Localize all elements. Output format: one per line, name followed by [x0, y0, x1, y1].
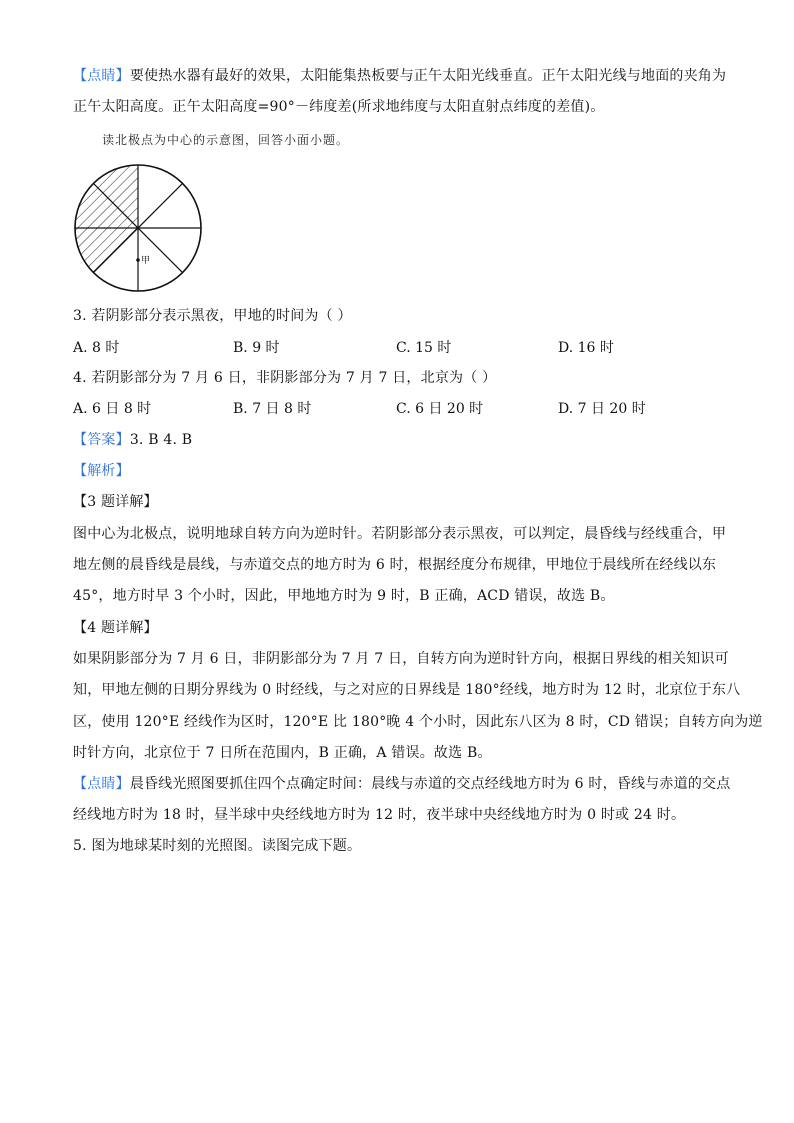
answer-text: 3. B 4. B — [129, 432, 193, 448]
point-jia-label: 甲 — [141, 256, 151, 266]
d4-line-1: 如果阴影部分为 7 月 6 日，非阴影部分为 7 月 7 日，自转方向为逆时针方向，根据日界线的相关知识可 — [73, 651, 729, 667]
d4-tag: 【4 题详解】 — [73, 620, 158, 636]
q3-option-b: B. 9 时 — [233, 340, 280, 356]
q4-option-a: A. 6 日 8 时 — [73, 401, 152, 417]
north-pole-diagram — [73, 163, 203, 293]
tip2-tag: 【点睛】 — [73, 776, 130, 792]
q4-option-c: C. 6 日 20 时 — [396, 401, 484, 417]
q3-option-c: C. 15 时 — [396, 340, 452, 356]
q4-option-d: D. 7 日 20 时 — [558, 401, 646, 417]
d3-line-3: 45°，地方时早 3 个小时，因此，甲地地方时为 9 时，B 正确，ACD 错误，故选 B。 — [73, 588, 615, 604]
tip2-line-2: 经线地方时为 18 时，昼半球中央经线地方时为 12 时，夜半球中央经线地方时为 0 时或 24 时。 — [73, 807, 686, 823]
q3-stem: 3. 若阴影部分表示黑夜，甲地的时间为（ ） — [73, 308, 352, 324]
d3-tag: 【3 题详解】 — [73, 494, 158, 510]
answer-tag: 【答案】 — [73, 432, 130, 448]
tip-tag: 【点睛】 — [73, 68, 130, 84]
tip-line-2: 正午太阳高度。正午太阳高度=90°－纬度差(所求地纬度与太阳直射点纬度的差值)。 — [73, 99, 605, 115]
answer-line — [73, 430, 733, 450]
d4-line-2: 知，甲地左侧的日期分界线为 0 时经线，与之对应的日界线是 180°经线，地方时为 12 时，北京位于东八 — [73, 682, 741, 698]
q3-option-a: A. 8 时 — [73, 340, 120, 356]
d4-line-4: 时针方向，北京位于 7 日所在范围内，B 正确，A 错误。故选 B。 — [73, 745, 492, 761]
north-pole-diagram-svg — [73, 163, 203, 293]
analysis-tag: 【解析】 — [73, 463, 130, 479]
d3-line-1: 图中心为北极点，说明地球自转方向为逆时针。若阴影部分表示黑夜，可以判定，晨昏线与经线重合，甲 — [73, 526, 727, 542]
d3-line-2: 地左侧的晨昏线是晨线，与赤道交点的地方时为 6 时，根据经度分布规律，甲地位于晨线所在经线以东 — [73, 557, 717, 573]
tip-line-1: 【点睛】要使热水器有最好的效果，太阳能集热板要与正午太阳光线垂直。正午太阳光线与地面的夹角为 — [73, 68, 727, 84]
q4-stem: 4. 若阴影部分为 7 月 6 日，非阴影部分为 7 月 7 日，北京为（ ） — [73, 370, 497, 386]
q5-stem: 5. 图为地球某时刻的光照图。读图完成下题。 — [73, 838, 362, 854]
d4-line-3: 区，使用 120°E 经线作为区时，120°E 比 180°晚 4 个小时，因此东八区为 8 时，CD 错误；自转方向为逆 — [73, 714, 763, 730]
q3-option-d: D. 16 时 — [558, 340, 614, 356]
tip2-line-1: 【点睛】晨昏线光照图要抓住四个点确定时间：晨线与赤道的交点经线地方时为 6 时，昏线与赤道的交点 — [73, 776, 731, 792]
q4-option-b: B. 7 日 8 时 — [233, 401, 312, 417]
point-jia-marker — [136, 258, 140, 262]
figure-caption: 读北极点为中心的示意图，回答小面小题。 — [102, 133, 350, 147]
